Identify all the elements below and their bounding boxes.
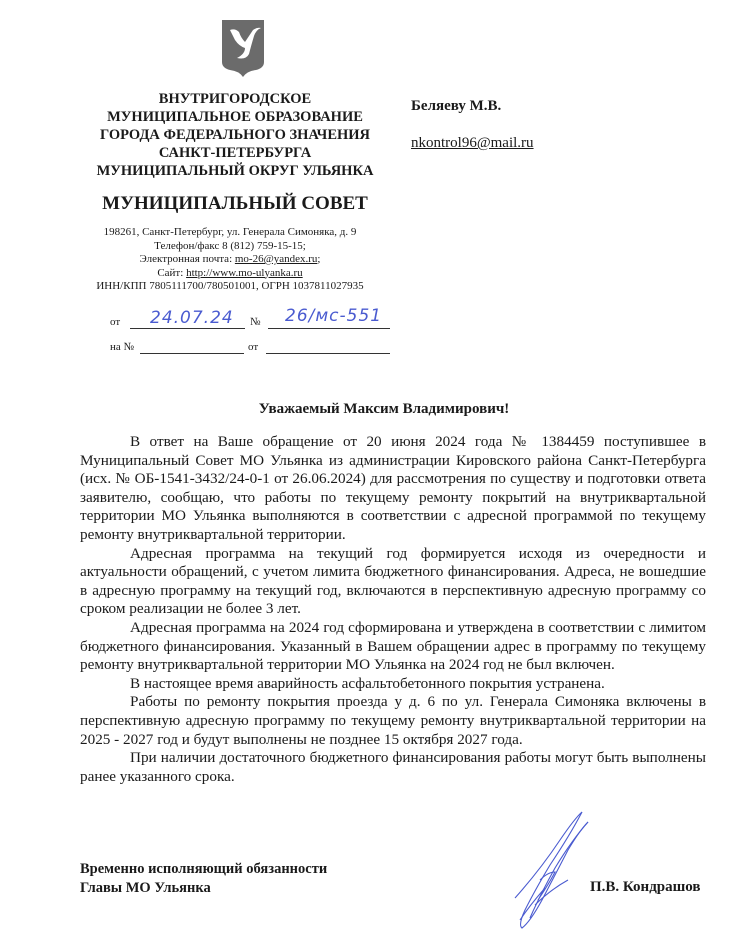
email-label: Электронная почта: (139, 253, 235, 265)
org-site-link[interactable]: http://www.mo-ulyanka.ru (186, 266, 303, 279)
letter-body (80, 433, 706, 786)
contacts-block (60, 226, 400, 294)
ref-number-line (140, 353, 244, 354)
phone: Телефон/факс 8 (812) 759-15-15; (154, 239, 306, 252)
ref-label: на № (110, 341, 135, 353)
number-label: № (250, 316, 261, 328)
site-label: Сайт: (157, 266, 187, 279)
paragraph: В ответ на Ваше обращение от 20 июня 2024 года № 1384459 поступившее в Муниципальный Совет МО Ульянка из администрации Кировского района Санкт-Петербурга (исх. № ОБ-1541-3432/24-0-1 от 26.06.2024) для рассмотрения по существу и подготовки ответа заявителю, сообщаю, что работы по текущему ремонту покрытий на внутриквартальной территории МО Ульянка выполняются в соответствии с адресной программой по текущему ремонту внутриквартальной территории. (80, 433, 706, 543)
council-title: МУНИЦИПАЛЬНЫЙ СОВЕТ (102, 193, 368, 214)
handwritten-number: 26/мс-551 (285, 306, 383, 326)
org-email-link[interactable]: mo-26@yandex.ru (234, 253, 318, 265)
ref-date-line (266, 353, 390, 354)
inn: ИНН/КПП 7805111700/780501001, ОГРН 1037811027935 (96, 280, 364, 292)
org-line: МУНИЦИПАЛЬНОЕ ОБРАЗОВАНИЕ (107, 109, 363, 125)
org-line: ВНУТРИГОРОДСКОЕ (158, 91, 312, 107)
coat-of-arms-icon (221, 18, 265, 78)
paragraph: Адресная программа на 2024 год сформирована и утверждена в соответствии с лимитом бюджетного финансирования. Указанный в Вашем обращении адрес в программу по текущему ремонту внутриквартальной территории МО Ульянка на 2024 год не был включен. (80, 618, 706, 674)
outgoing-registration (110, 306, 400, 330)
recipient-email-link[interactable]: nkontrol96@mail.ru (411, 135, 534, 151)
paragraph: При наличии достаточного бюджетного финансирования работы могут быть выполнены ранее указанного срока. (80, 749, 706, 785)
number-line (268, 328, 390, 329)
site-row (60, 267, 400, 281)
incoming-registration (110, 339, 400, 355)
recipient-name: Беляеву М.В. (411, 98, 502, 114)
paragraph: В настоящее время аварийность асфальтобетонного покрытия устранена. (130, 674, 605, 692)
date-line (130, 328, 245, 329)
email-row (60, 253, 400, 267)
signatory-position (80, 860, 327, 898)
ref-from-label: от (248, 341, 259, 353)
org-line: МУНИЦИПАЛЬНЫЙ ОКРУГ УЛЬЯНКА (96, 163, 374, 179)
paragraph: Работы по ремонту покрытия проезда у д. 6 по ул. Генерала Симоняка включены в перспективную адресную программу по текущему ремонту внутриквартальной территории на 2025 - 2027 год и будут выполнены не позднее 15 октября 2027 года. (80, 693, 706, 748)
greeting: Уважаемый Максим Владимирович! (258, 401, 510, 417)
position-line: Временно исполняющий обязанности (80, 861, 328, 877)
handwritten-signature-icon (500, 810, 600, 930)
from-label: от (110, 316, 121, 328)
email-suffix: ; (317, 253, 321, 265)
org-line: САНКТ-ПЕТЕРБУРГА (158, 145, 312, 161)
paragraph: Адресная программа на текущий год формируется исходя из очередности и актуальности обращений, с учетом лимита бюджетного финансирования. Адреса, не вошедшие в адресную программу на текущий год, включаются в перспективную адресную программу со сроком реализации не более 3 лет. (80, 544, 706, 618)
signatory-name: П.В. Кондрашов (590, 879, 701, 895)
org-line: ГОРОДА ФЕДЕРАЛЬНОГО ЗНАЧЕНИЯ (99, 127, 371, 143)
address: 198261, Санкт-Петербург, ул. Генерала Симоняка, д. 9 (103, 226, 357, 238)
handwritten-date: 24.07.24 (150, 308, 234, 328)
organization-name (70, 90, 400, 180)
position-line: Главы МО Ульянка (80, 880, 211, 896)
